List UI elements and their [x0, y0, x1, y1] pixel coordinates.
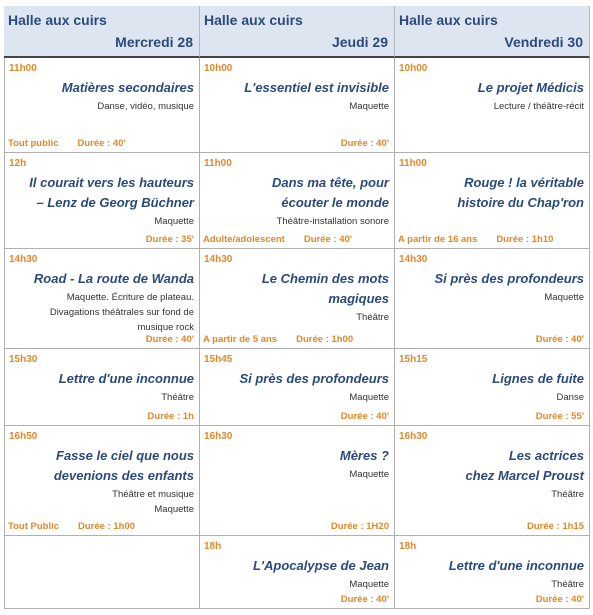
event-time: 14h30 — [204, 254, 233, 265]
event-title: Road - La route de Wanda — [33, 271, 194, 286]
event-title: L'essentiel est invisible — [244, 80, 389, 95]
event-audience: Adulte/adolescent — [203, 234, 285, 245]
event-duration: Durée : 1h15 — [526, 521, 584, 532]
event-duration: Durée : 40' — [340, 138, 389, 149]
event-cell — [4, 349, 200, 426]
event-cell — [4, 58, 200, 153]
event-cell — [395, 153, 590, 249]
event-title: Les actrices chez Marcel Proust — [465, 448, 584, 483]
day-header-3 — [395, 6, 590, 58]
event-info: Théâtre — [551, 489, 584, 500]
event-time: 15h45 — [204, 354, 233, 365]
event-audience: A partir de 16 ans — [398, 234, 478, 245]
event-time: 18h — [204, 541, 222, 552]
event-time: 15h30 — [9, 354, 38, 365]
event-info: Maquette. Écriture de plateau. Divagations théâtrales sur fond de musique rock — [49, 292, 194, 333]
event-title: Lettre d'une inconnue — [448, 558, 584, 573]
header-day: Vendredi 30 — [504, 34, 583, 50]
event-info: Théâtre — [551, 579, 584, 590]
event-cell — [200, 58, 395, 153]
event-title: Si près des profondeurs — [239, 371, 389, 386]
event-title: Le projet Médicis — [477, 80, 584, 95]
event-title: Dans ma tête, pour écouter le monde — [271, 175, 389, 210]
event-duration: Durée : 1h10 — [496, 234, 554, 245]
event-title: Lettre d'une inconnue — [58, 371, 194, 386]
event-duration: Durée : 40' — [340, 594, 389, 605]
event-duration: Durée : 40' — [303, 234, 353, 245]
event-duration: Durée : 35' — [145, 234, 194, 245]
event-time: 11h00 — [399, 158, 427, 169]
header-day: Jeudi 29 — [331, 34, 388, 50]
event-cell — [200, 426, 395, 536]
event-title: Si près des profondeurs — [434, 271, 584, 286]
event-info: Théâtre — [161, 392, 194, 403]
event-info: Théâtre — [356, 312, 389, 323]
event-info: Danse — [556, 392, 584, 403]
event-title: Fasse le ciel que nous devenions des enfants — [53, 448, 194, 483]
event-cell — [395, 426, 590, 536]
event-cell — [200, 349, 395, 426]
event-time: 14h30 — [9, 254, 38, 265]
event-duration: Durée : 55' — [535, 411, 584, 422]
header-day: Mercredi 28 — [115, 34, 193, 50]
event-info: Danse, vidéo, musique — [97, 101, 194, 112]
event-info: Théâtre et musique Maquette — [112, 489, 194, 515]
event-cell — [395, 249, 590, 349]
event-duration: Durée : 40' — [535, 594, 584, 605]
event-time: 10h00 — [204, 63, 233, 74]
event-time: 11h00 — [204, 158, 232, 169]
event-audience: Tout public — [8, 138, 59, 149]
event-info: Maquette — [349, 579, 389, 590]
event-time: 10h00 — [399, 63, 428, 74]
event-cell — [4, 536, 200, 609]
event-duration: Durée : 40' — [535, 334, 584, 345]
event-duration: Durée : 1h — [147, 411, 194, 422]
event-duration: Durée : 1H20 — [330, 521, 389, 532]
header-venue: Halle aux cuirs — [399, 12, 498, 28]
event-title: Il courait vers les hauteurs – Lenz de Georg Büchner — [29, 175, 194, 210]
event-cell — [4, 153, 200, 249]
event-time: 18h — [399, 541, 417, 552]
event-audience: Tout Public — [8, 521, 60, 532]
event-duration: Durée : 1h00 — [78, 521, 136, 532]
event-info: Maquette — [349, 101, 389, 112]
event-cell — [4, 249, 200, 349]
event-cell — [395, 536, 590, 609]
event-time: 15h15 — [399, 354, 428, 365]
event-time: 16h50 — [9, 431, 38, 442]
day-header-2 — [200, 6, 395, 58]
header-venue: Halle aux cuirs — [204, 12, 303, 28]
event-info: Maquette — [349, 392, 389, 403]
event-title: Rouge ! la véritable histoire du Chap'ron — [457, 175, 584, 210]
event-time: 16h30 — [399, 431, 428, 442]
event-time: 16h30 — [204, 431, 233, 442]
event-title: L'Apocalypse de Jean — [252, 558, 389, 573]
event-cell — [200, 249, 395, 349]
event-time: 14h30 — [399, 254, 428, 265]
event-info: Théâtre-installation sonore — [276, 216, 389, 227]
header-venue: Halle aux cuirs — [8, 12, 107, 28]
event-audience: A partir de 5 ans — [203, 334, 278, 345]
event-cell — [395, 58, 590, 153]
event-duration: Durée : 1h00 — [296, 334, 354, 345]
event-info: Lecture / théâtre-récit — [493, 101, 584, 112]
event-info: Maquette — [154, 216, 194, 227]
event-title: Le Chemin des mots magiques — [261, 271, 389, 306]
event-info: Maquette — [349, 469, 389, 480]
event-info: Maquette — [544, 292, 584, 303]
event-duration: Durée : 40' — [340, 411, 389, 422]
schedule-grid — [4, 6, 590, 609]
event-title: Lignes de fuite — [492, 371, 584, 386]
event-cell — [395, 349, 590, 426]
event-duration: Durée : 40' — [145, 334, 194, 345]
event-title: Mères ? — [339, 448, 389, 463]
event-cell — [4, 426, 200, 536]
event-time: 12h — [9, 158, 27, 169]
event-duration: Durée : 40' — [77, 138, 126, 149]
day-header-1 — [4, 6, 200, 58]
event-time: 11h00 — [9, 63, 37, 74]
event-cell — [200, 153, 395, 249]
event-title: Matières secondaires — [61, 80, 194, 95]
event-cell — [200, 536, 395, 609]
